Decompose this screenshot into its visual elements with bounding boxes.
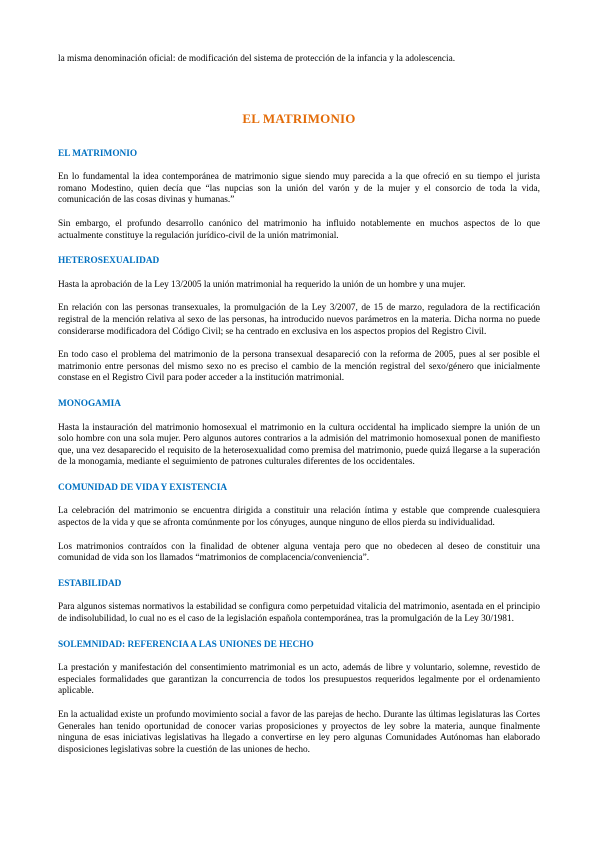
section-comunidad-de-vida (58, 483, 540, 565)
section-el-matrimonio (58, 149, 540, 243)
section-heading: HETEROSEXUALIDAD (58, 256, 160, 267)
section-monogamia (58, 399, 540, 469)
section-paragraph: En todo caso el problema del matrimonio de la persona transexual desapareció con la reforma de 2005, pues al ser posible el matrimonio entre personas del mismo sexo no es preciso el cambio de la mención registral del sexo/género que inicialmente constase en el Registro Civil para poder acceder a la institución matrimonial. (58, 350, 540, 384)
section-heading: EL MATRIMONIO (58, 148, 138, 159)
page-title: EL MATRIMONIO (242, 110, 356, 126)
document-page (58, 54, 540, 770)
section-paragraph: La celebración del matrimonio se encuentra dirigida a constituir una relación íntima y estable que comprende cualesquiera aspectos de la vida y que se afronta comúnmente por los cónyuges, aunque ninguno de ellos pierda su individualidad. (58, 506, 540, 529)
section-paragraph: Para algunos sistemas normativos la estabilidad se configura como perpetuidad vitalicia del matrimonio, asentada en el principio de indisolubilidad, lo cual no es el caso de la legislación española contemporánea, tras la promulgación de la Ley 30/1981. (58, 602, 540, 625)
intro-paragraph: la misma denominación oficial: de modificación del sistema de protección de la infancia y la adolescencia. (58, 54, 456, 64)
section-heading: MONOGAMIA (58, 398, 122, 409)
section-paragraph: En relación con las personas transexuales, la promulgación de la Ley 3/2007, de 15 de marzo, reguladora de la rectificación registral de la mención relativa al sexo de las personas, ha introducido nuevos parámetros en la materia. Dicha norma no puede considerarse modificadora del Código Civil; se ha centrado en exclusiva en los aspectos propios del Registro Civil. (58, 303, 540, 337)
section-paragraph: Hasta la instauración del matrimonio homosexual el matrimonio en la cultura occidental ha implicado siempre la unión de un solo hombre con una sola mujer. Pero algunos autores contrarios a la admisión del matrimonio homosexual ponen de manifiesto que, una vez desaparecido el requisito de la heterosexualidad como premisa del matrimonio, puede quizá llegarse a la superación de la monogamia, mediante el seguimiento de patrones culturales diferentes de los occidentales. (58, 422, 540, 468)
section-heading: COMUNIDAD DE VIDA Y EXISTENCIA (58, 482, 228, 493)
section-paragraph: En la actualidad existe un profundo movimiento social a favor de las parejas de hecho. Durante las últimas legislaturas las Cortes Generales han tenido oportunidad de conocer varias proposiciones y proyectos de ley sobre la materia, aunque finalmente ninguna de esas iniciativas legislativas ha llegado a convertirse en ley pero algunas Comunidades Autónomas han elaborado disposiciones legislativas sobre la cuestión de las uniones de hecho. (58, 710, 540, 755)
section-paragraph: Los matrimonios contraídos con la finalidad de obtener alguna ventaja pero que no obedecen al deseo de constituir una comunidad de vida son los llamados “matrimonios de complacencia/conveniencia”. (58, 541, 540, 564)
section-paragraph: En lo fundamental la idea contemporánea de matrimonio sigue siendo muy parecida a la que ofreció en su tiempo el jurista romano Modestino, quien decía que “las nupcias son la unión del varón y de la mujer y el consorcio de toda la vida, comunicación de las cosas divinas y humanas.” (58, 172, 540, 206)
section-solemnidad (58, 640, 540, 757)
section-heading: SOLEMNIDAD: REFERENCIA A LAS UNIONES DE HECHO (58, 639, 314, 650)
section-estabilidad (58, 579, 540, 626)
section-paragraph: La prestación y manifestación del consentimiento matrimonial es un acto, además de libre y voluntario, solemne, revestido de especiales formalidades que garantizan la concurrencia de todos los presupuestos requeridos legalmente por el ordenamiento aplicable. (58, 663, 540, 697)
section-paragraph: Sin embargo, el profundo desarrollo canónico del matrimonio ha influido notablemente en muchos aspectos de lo que actualmente constituye la regulación jurídico-civil de la unión matrimonial. (58, 218, 540, 241)
section-heading: ESTABILIDAD (58, 578, 122, 589)
section-heterosexualidad (58, 256, 540, 385)
section-paragraph: Hasta la aprobación de la Ley 13/2005 la unión matrimonial ha requerido la unión de un hombre y una mujer. (58, 279, 466, 290)
